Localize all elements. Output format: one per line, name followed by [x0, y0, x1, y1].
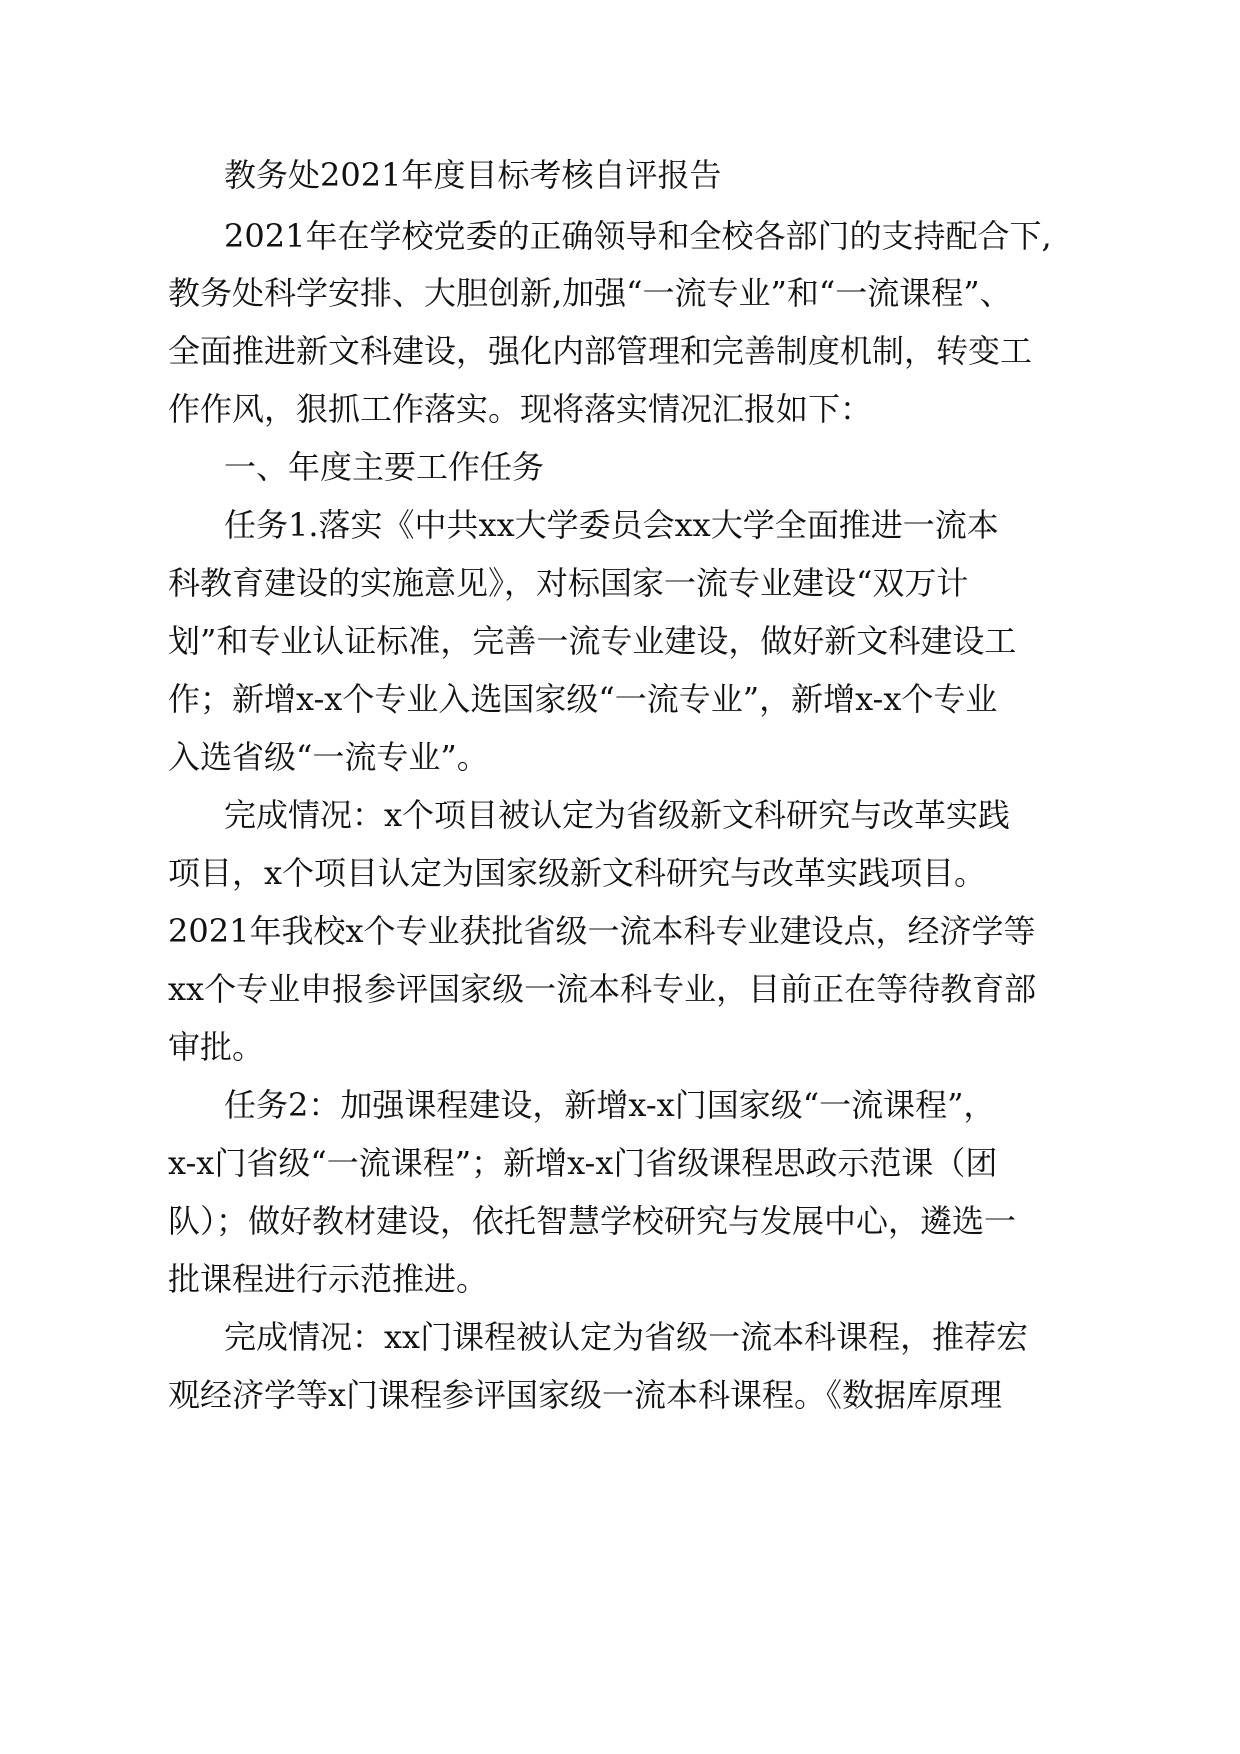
paragraph-text: 作；新增x-x个专业入选国家级“一流专业”，新增x-x个专业	[168, 680, 998, 718]
paragraph-line	[0, 1138, 1240, 1188]
paragraph-line	[0, 906, 1240, 956]
section-heading	[0, 442, 1240, 492]
paragraph-line	[0, 1370, 1240, 1420]
paragraph-line	[0, 384, 1240, 434]
paragraph-line	[0, 500, 1240, 550]
paragraph-line	[0, 1312, 1240, 1362]
paragraph-line	[0, 326, 1240, 376]
paragraph-line	[0, 674, 1240, 724]
paragraph-text: 入选省级“一流专业”。	[168, 738, 489, 776]
section-heading-text: 一、年度主要工作任务	[224, 448, 545, 486]
paragraph-text: 2021年我校x个专业获批省级一流本科专业建设点，经济学等	[168, 912, 1036, 950]
paragraph-text: 完成情况：xx门课程被认定为省级一流本科课程，推荐宏	[224, 1318, 1029, 1356]
paragraph-line	[0, 1254, 1240, 1304]
document-title-text: 教务处2021年度目标考核自评报告	[224, 156, 722, 194]
paragraph-line	[0, 268, 1240, 318]
paragraph-text: 任务1.落实《中共xx大学委员会xx大学全面推进一流本	[224, 506, 999, 544]
paragraph-line	[0, 1080, 1240, 1130]
paragraph-text: 队）；做好教材建设，依托智慧学校研究与发展中心，遴选一	[168, 1202, 1017, 1240]
paragraph-line	[0, 211, 1240, 261]
paragraph-text: xx个专业申报参评国家级一流本科专业，目前正在等待教育部	[168, 970, 1037, 1008]
paragraph-text: 教务处科学安排、大胆创新,加强“一流专业”和“一流课程”、	[168, 274, 1012, 312]
paragraph-line	[0, 732, 1240, 782]
paragraph-text: 完成情况：x个项目被认定为省级新文科研究与改革实践	[224, 796, 1011, 834]
paragraph-line	[0, 616, 1240, 666]
paragraph-text: x-x门省级“一流课程”；新增x-x门省级课程思政示范课（团	[168, 1144, 998, 1182]
paragraph-text: 批课程进行示范推进。	[168, 1260, 489, 1298]
paragraph-text: 审批。	[168, 1028, 265, 1066]
paragraph-line	[0, 1022, 1240, 1072]
paragraph-text: 项目，x个项目认定为国家级新文科研究与改革实践项目。	[168, 854, 987, 892]
paragraph-line	[0, 790, 1240, 840]
paragraph-line	[0, 848, 1240, 898]
paragraph-line	[0, 964, 1240, 1014]
document-title	[0, 150, 1240, 200]
paragraph-text: 2021年在学校党委的正确领导和全校各部门的支持配合下,	[224, 217, 1052, 255]
paragraph-text: 划”和专业认证标准，完善一流专业建设，做好新文科建设工	[168, 622, 1017, 660]
paragraph-text: 科教育建设的实施意见》，对标国家一流专业建设“双万计	[168, 564, 969, 602]
paragraph-text: 观经济学等x门课程参评国家级一流本科课程。《数据库原理	[168, 1376, 1003, 1414]
paragraph-text: 全面推进新文科建设，强化内部管理和完善制度机制，转变工	[168, 332, 1033, 370]
paragraph-line	[0, 558, 1240, 608]
paragraph-text: 任务2：加强课程建设，新增x-x门国家级“一流课程”，	[224, 1086, 996, 1124]
paragraph-text: 作作风，狠抓工作落实。现将落实情况汇报如下：	[168, 390, 873, 428]
paragraph-line	[0, 1196, 1240, 1246]
